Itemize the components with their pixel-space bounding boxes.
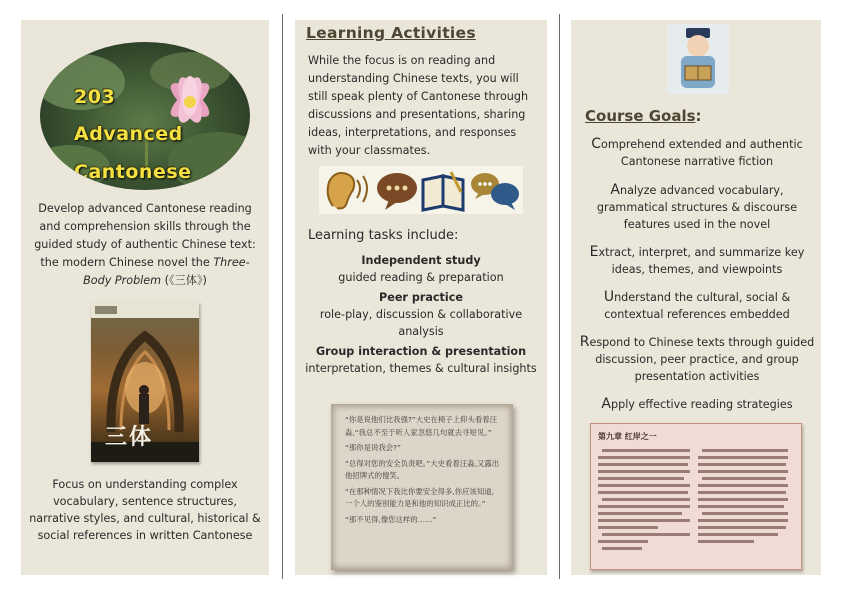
novel-title-chinese: (《三体》) xyxy=(164,274,207,287)
ear-icon xyxy=(328,173,367,208)
task-independent-study xyxy=(301,252,541,286)
goal-respond xyxy=(579,334,815,385)
goal-initial: C xyxy=(591,136,601,152)
open-book-icon xyxy=(423,172,463,210)
lotus-course-banner xyxy=(40,42,250,190)
goal-understand xyxy=(579,289,815,323)
course-goals-title: Course Goals xyxy=(585,107,696,125)
novel-cover-image xyxy=(91,302,199,462)
scan-chapter-title: 第九章 红岸之一 xyxy=(598,432,657,441)
task-title: Independent study xyxy=(361,254,481,267)
goal-text: nalyze advanced vocabulary, grammatical structures & discourse features used in the novel xyxy=(596,184,798,231)
task-title: Peer practice xyxy=(379,291,463,304)
novel-cover-title: 三体 xyxy=(105,425,154,450)
course-intro-panel xyxy=(21,20,269,575)
course-description-text: Develop advanced Cantonese reading and comprehension skills through the guided study of authentic Chinese text: the modern Chinese novel the xyxy=(34,202,256,269)
novel-excerpt xyxy=(331,404,513,570)
task-peer-practice xyxy=(301,289,541,340)
goal-initial: R xyxy=(579,334,590,350)
task-description: interpretation, themes & cultural insights xyxy=(305,362,537,375)
excerpt-line: “你是说他们比我强?”大史在椅子上仰头看着汪淼,“我总不至于听人家忽悠几句就去寻短见。” xyxy=(345,415,498,437)
goal-text: pply effective reading strategies xyxy=(611,398,793,411)
excerpt-line: “那你是说我会?” xyxy=(345,443,401,452)
excerpt-line: “总得对您的安全负责吧。”大史看着汪淼,又露出他招牌式的傻笑。 xyxy=(345,458,500,480)
goal-initial: E xyxy=(589,244,599,260)
scholar-reading-image xyxy=(667,24,729,94)
speech-bubble-icon xyxy=(377,173,417,210)
task-description: guided reading & preparation xyxy=(338,271,504,284)
excerpt-line: “在那种情况下我比你要安全得多,你应该知道,一个人的鉴别能力是和他的知识成正比的。” xyxy=(345,486,494,508)
goal-initial: A xyxy=(610,182,620,198)
learning-activities-panel xyxy=(295,20,547,575)
goal-analyze xyxy=(579,182,815,233)
task-title: Group interaction & presentation xyxy=(315,345,527,358)
learning-activities-heading: Learning Activities xyxy=(306,24,476,42)
goal-apply xyxy=(579,396,815,413)
panel-divider-2 xyxy=(559,14,560,579)
task-description: role-play, discussion & collaborative analysis xyxy=(319,308,523,338)
chat-bubbles-icon xyxy=(471,173,519,210)
course-number: 203 xyxy=(74,86,116,108)
novel-page-scan xyxy=(590,423,802,570)
goal-text: espond to Chinese texts through guided discussion, peer practice, and group presentation activities xyxy=(589,336,815,383)
learning-activities-intro: While the focus is on reading and understanding Chinese texts, you will still speak plenty of Cantonese through discussions and presentations, sharing ideas, interpretations, and responses with your classmates. xyxy=(308,54,529,157)
course-focus-text: Focus on understanding complex vocabulary, sentence structures, narrative styles, and cultural, historical & social references in written Cantonese xyxy=(29,478,261,542)
course-description xyxy=(31,200,259,290)
learning-tasks-heading: Learning tasks include: xyxy=(308,228,459,243)
goal-text: nderstand the cultural, social & contextual references embedded xyxy=(604,291,791,321)
task-group-presentation xyxy=(301,343,541,377)
course-goals-heading xyxy=(585,107,702,125)
excerpt-line: “那不见得,像您这样的……” xyxy=(345,514,437,524)
activity-icons xyxy=(319,166,523,214)
panel-divider-1 xyxy=(282,14,283,579)
course-name-line2: Cantonese xyxy=(74,161,192,183)
scan-text-lines xyxy=(598,447,794,559)
goal-comprehend xyxy=(579,136,815,170)
goal-text: xtract, interpret, and summarize key ideas, themes, and viewpoints xyxy=(598,246,805,276)
novel-title: Three-Body Problem xyxy=(83,256,250,287)
course-name-line1: Advanced xyxy=(74,123,183,145)
goal-initial: A xyxy=(601,396,611,412)
goal-initial: U xyxy=(603,289,615,305)
course-goals-colon: : xyxy=(695,107,702,125)
goal-extract xyxy=(579,244,815,278)
goal-text: omprehend extended and authentic Cantonese narrative fiction xyxy=(601,138,803,168)
course-goals-panel xyxy=(571,20,821,575)
